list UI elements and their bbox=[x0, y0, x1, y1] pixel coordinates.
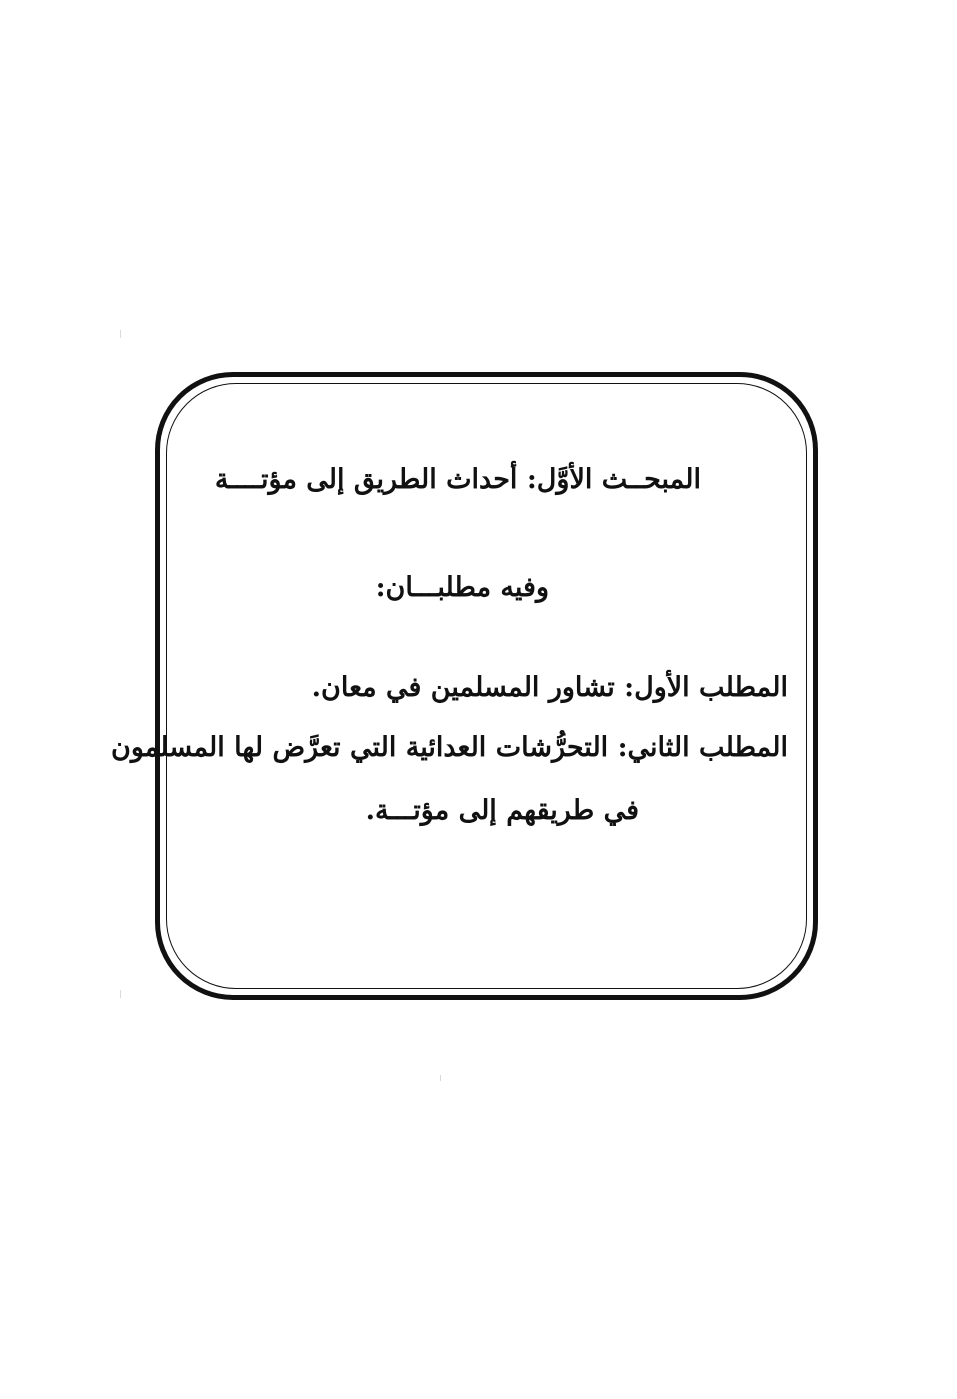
scan-mark bbox=[440, 1075, 441, 1081]
scan-mark bbox=[120, 990, 121, 998]
subsection-item-2-continuation: في طريقهم إلى مؤتـــة. bbox=[365, 795, 639, 826]
section-subheading: وفيه مطلبـــان: bbox=[375, 572, 549, 603]
scan-mark bbox=[120, 330, 121, 338]
subsection-item-1: المطلب الأول: تشاور المسلمين في معان. bbox=[311, 672, 788, 703]
section-heading: المبحــث الأوَّل: أحداث الطريق إلى مؤتــــة bbox=[214, 464, 701, 495]
subsection-item-2: المطلب الثاني: التحرُّشات العدائية التي تعرَّض لها المسلمون bbox=[111, 732, 788, 763]
